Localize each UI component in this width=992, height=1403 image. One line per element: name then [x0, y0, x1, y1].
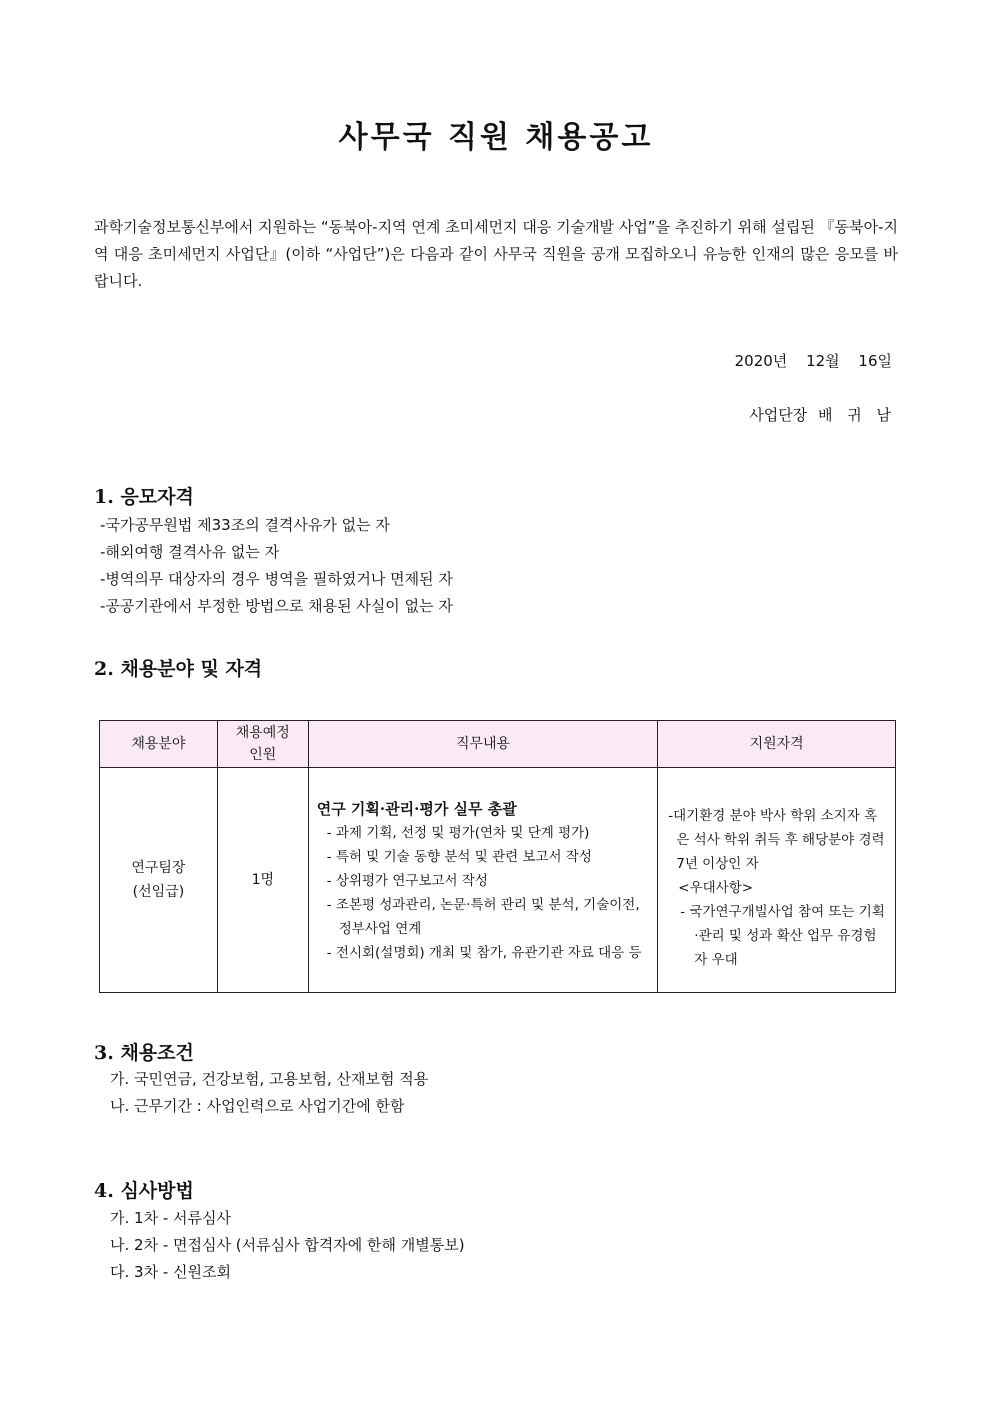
header-field: 채용분야	[100, 721, 218, 768]
header-count: 채용예정 인원	[217, 721, 308, 768]
section-fields-title: 2. 채용분야 및 자격	[94, 658, 263, 680]
list-item: - 조본평 성과관리, 논문·특허 관리 및 분석, 기술이전, 정부사업 연계	[317, 893, 650, 941]
duty-heading: 연구 기획·관리·평가 실무 총괄	[316, 799, 517, 818]
cell-qualification	[658, 768, 896, 993]
list-item: -해외여행 결격사유 없는 자	[100, 543, 280, 561]
table-header-row	[100, 721, 896, 768]
screening-list	[110, 1205, 465, 1286]
date-day: 16일	[858, 352, 892, 370]
list-item: 가. 국민연금, 건강보험, 고용보험, 산재보험 적용	[110, 1070, 429, 1088]
cell-count: 1명	[217, 768, 308, 993]
section-conditions-title: 3. 채용조건	[94, 1042, 194, 1064]
document-title: 사무국 직원 채용공고	[338, 120, 654, 155]
recruitment-table	[99, 720, 896, 993]
header-duty: 직무내용	[308, 721, 658, 768]
intro-paragraph: 과학기술정보통신부에서 지원하는 “동북아-지역 연계 초미세먼지 대응 기술개발 사업”을 추진하기 위해 설립된 『동북아-지역 대응 초미세먼지 사업단』(이하 “사업단”)은 다음과 같이 사무국 직원을 공개 모집하오니 유능한 인재의 많은 응모를 바랍니다.	[94, 218, 898, 290]
preference-label: <우대사항>	[678, 880, 754, 896]
signer-role: 사업단장	[749, 406, 808, 424]
cell-duty	[308, 768, 658, 993]
list-item: - 특허 및 기술 동향 분석 및 관련 보고서 작성	[317, 845, 650, 869]
list-item: -국가공무원법 제33조의 결격사유가 없는 자	[100, 516, 390, 534]
section-screening-title: 4. 심사방법	[94, 1180, 194, 1202]
list-item: - 과제 기획, 선정 및 평가(연차 및 단계 평가)	[317, 821, 650, 845]
list-item: 가. 1차 - 서류심사	[110, 1209, 231, 1227]
list-item: 나. 근무기간 : 사업인력으로 사업기간에 한함	[110, 1097, 405, 1115]
date-year: 2020년	[734, 352, 788, 370]
preference-list	[666, 900, 887, 972]
header-qualification: 지원자격	[658, 721, 896, 768]
list-item: -공공기관에서 부정한 방법으로 채용된 사실이 없는 자	[100, 597, 453, 615]
qualification-text: -대기환경 분야 박사 학위 소지자 혹은 석사 학위 취득 후 해당분야 경력 7년 이상인 자	[668, 808, 885, 872]
signer	[749, 404, 896, 425]
signer-name: 배 귀 남	[817, 406, 896, 424]
table-row	[100, 768, 896, 993]
eligibility-list	[100, 512, 453, 620]
date-month: 12월	[806, 352, 840, 370]
list-item: - 전시회(설명회) 개최 및 참가, 유관기관 자료 대응 등	[317, 941, 650, 965]
announcement-date	[735, 350, 892, 371]
list-item: 나. 2차 - 면접심사 (서류심사 합격자에 한해 개별통보)	[110, 1236, 465, 1254]
list-item: 다. 3차 - 신원조회	[110, 1263, 231, 1281]
conditions-list	[110, 1066, 428, 1120]
section-eligibility-title: 1. 응모자격	[94, 486, 194, 508]
list-item: -병역의무 대상자의 경우 병역을 필하였거나 면제된 자	[100, 570, 453, 588]
duty-list	[317, 821, 650, 965]
cell-field: 연구팀장 (선임급)	[100, 768, 218, 993]
list-item: - 상위평가 연구보고서 작성	[317, 869, 650, 893]
list-item: - 국가연구개빌사업 참여 또는 기획·관리 및 성과 확산 업무 유경험자 우대	[666, 900, 887, 972]
